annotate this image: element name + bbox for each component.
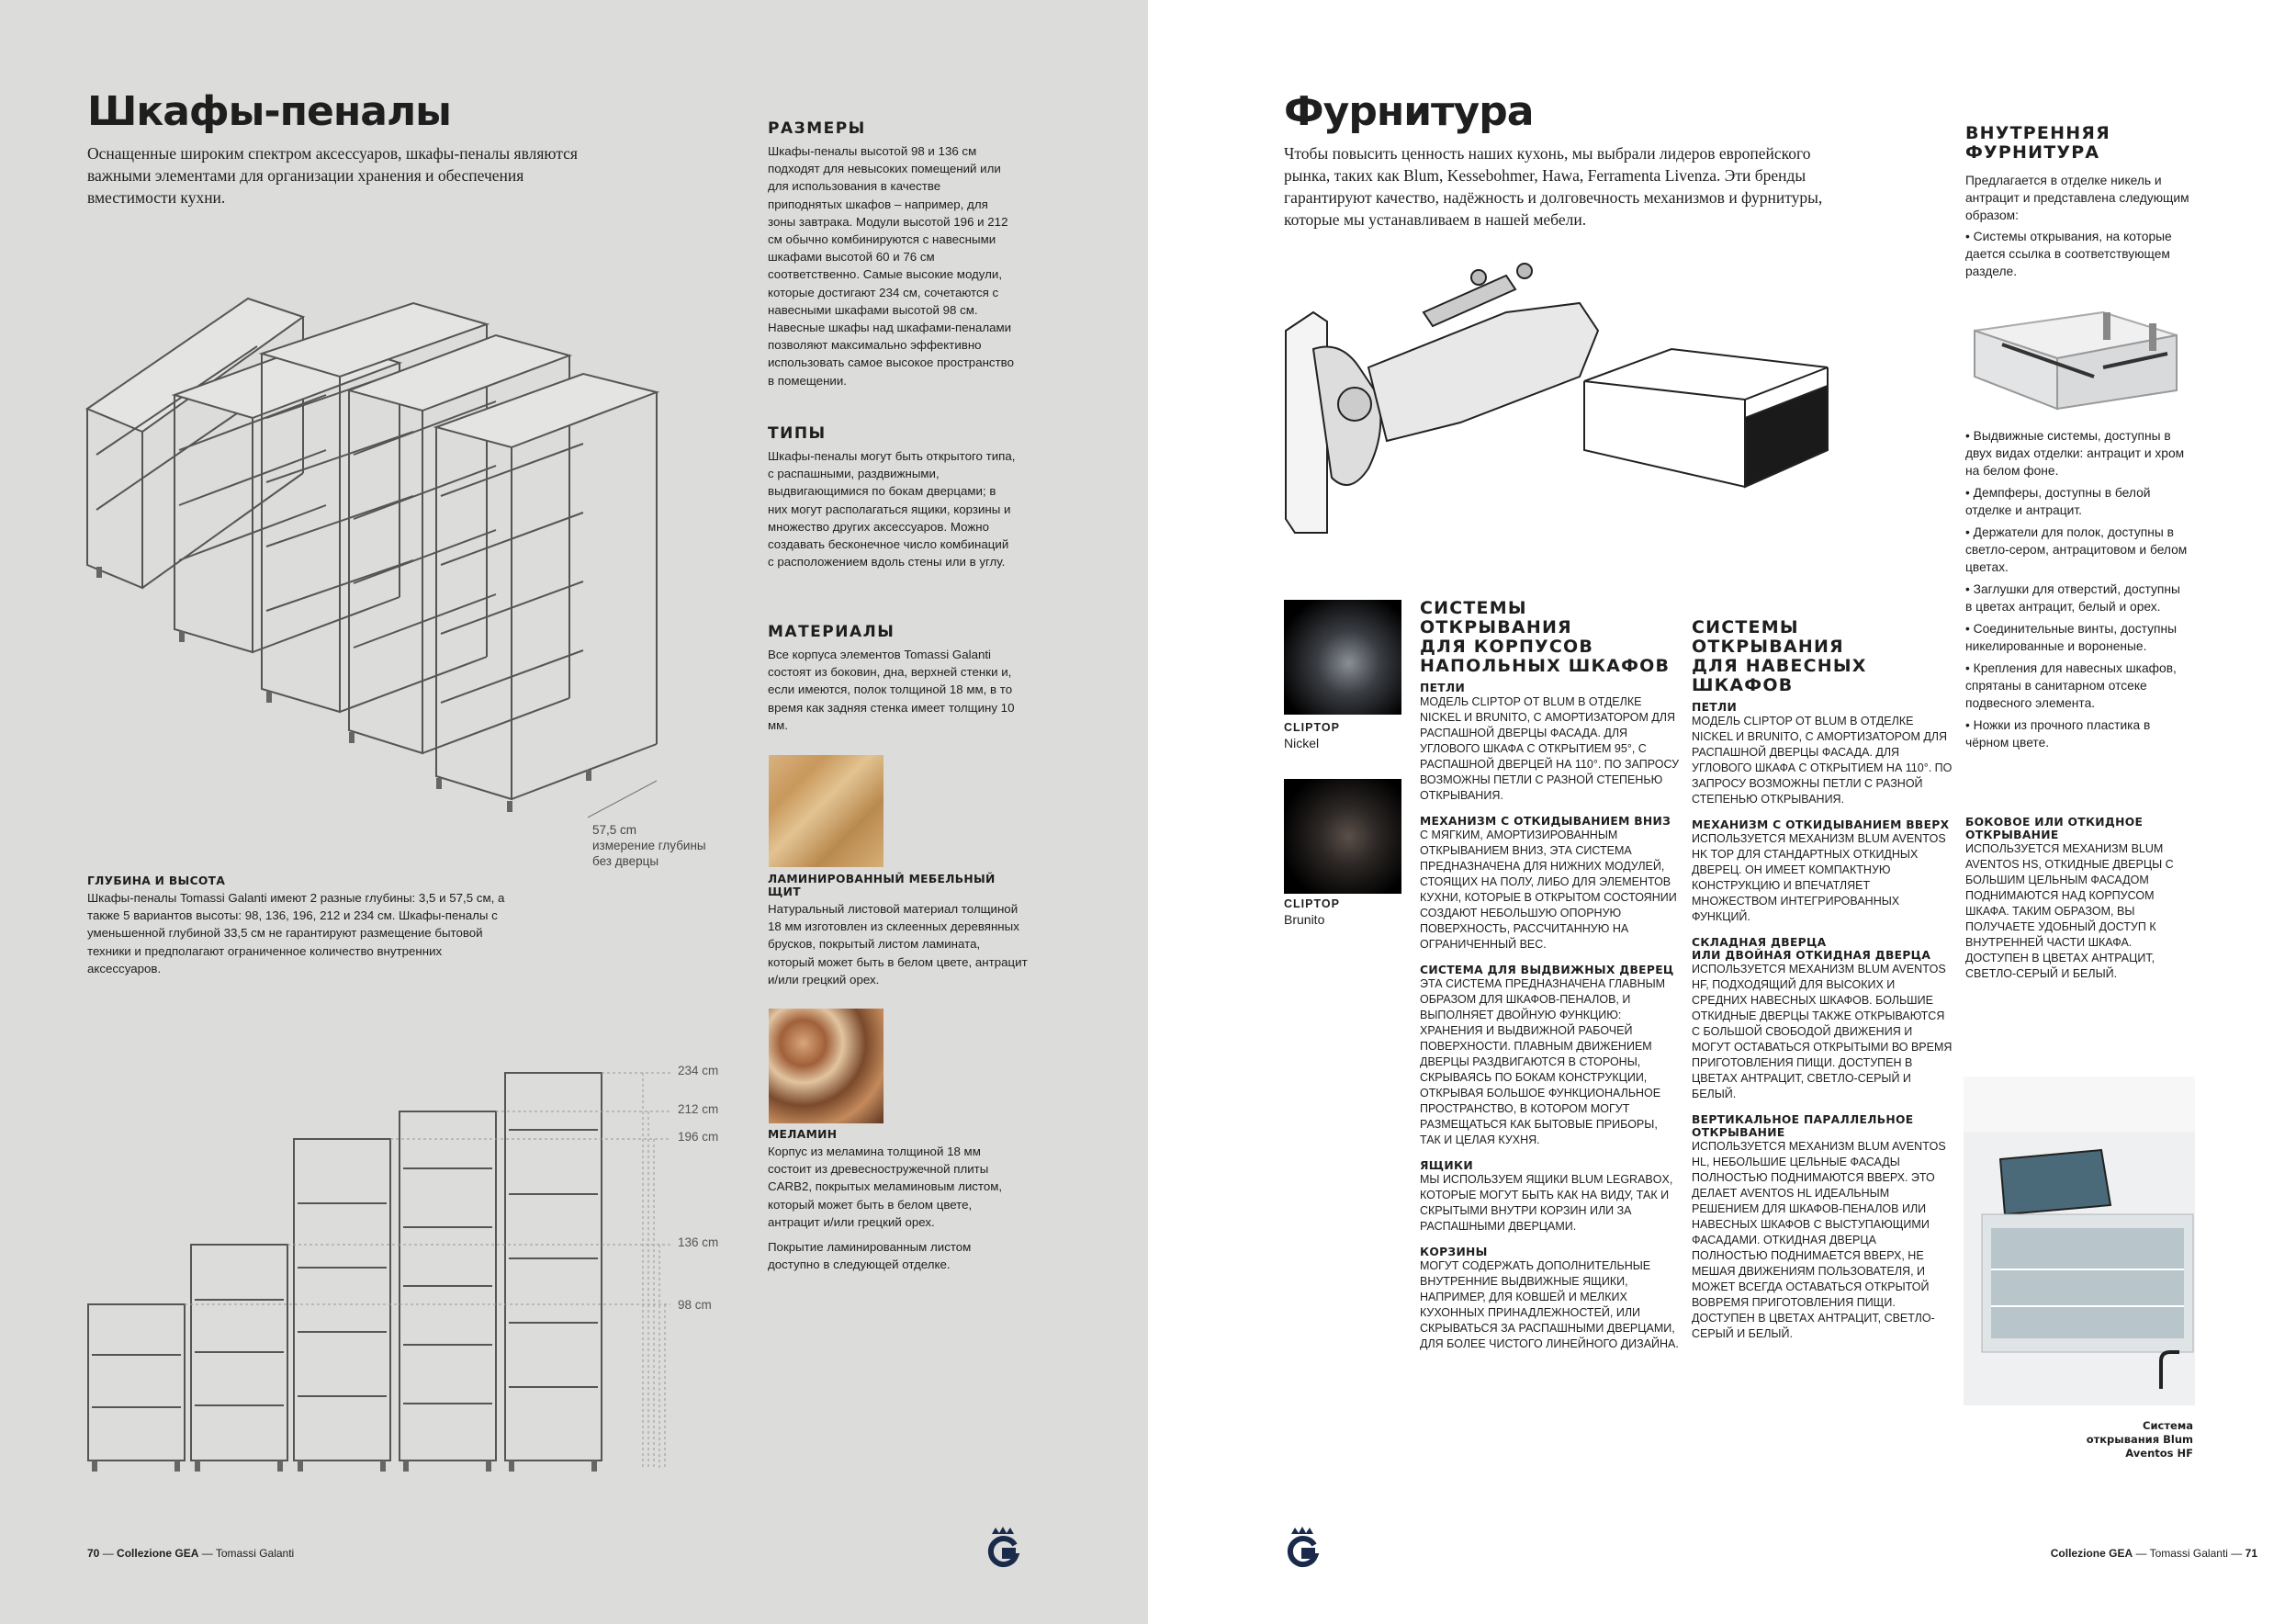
wall-block-flap-up xyxy=(1692,818,1953,925)
block-text: МЫ ИСПОЛЬЗУЕМ ЯЩИКИ BLUM LEGRABOX, КОТОРЫЕ МОГУТ БЫТЬ КАК НА ВИДУ, ТАК И СКРЫТЫМИ ВНУТРИ КОРЗИН ИЛИ ЗА РАСПАШНЫМИ ДВЕРЦАМИ. xyxy=(1420,1173,1673,1233)
types-heading: ТИПЫ xyxy=(768,424,827,443)
side-text: ИСПОЛЬЗУЕТСЯ МЕХАНИЗМ BLUM AVENTOS HS, ОТКИДНЫЕ ДВЕРЦЫ С БОЛЬШИМ ЦЕЛЬНЫМ ФАСАДОМ ПОДНИМАЮТСЯ НАД КОРПУСОМ ШКАФА. ТАКИМ ОБРАЗОМ, ВЫ ПОЛУЧАЕТЕ УДОБНЫЙ ДОСТУП К ВНУТРЕННЕЙ ЧАСТИ ШКАФА. ДОСТУПЕН В ЦВЕТАХ АНТРАЦИТ, СВЕТЛО-СЕРЫЙ И БЕЛЫЙ. xyxy=(1965,842,2174,980)
melamine-note: Покрытие ламинированным листом доступно в следующей отделке. xyxy=(768,1240,972,1272)
height-label-234: 234 cm xyxy=(678,1064,719,1077)
internal-hardware xyxy=(1965,124,2190,285)
left-footer-brand: Tomassi Galanti xyxy=(215,1547,295,1560)
elevation-cabinets xyxy=(88,1073,602,1460)
laminated-text: Натуральный листовой материал толщиной 18 мм изготовлен из склеенных деревянных брусков, покрытый листом ламината, который может быть в белом цвете, антрацит и/или грецкий орех. xyxy=(768,902,1028,987)
bullet-item: • Держатели для полок, доступны в светло-сером, антрацитовом и белом цветах. xyxy=(1965,524,2190,576)
depth-value: 57,5 cm xyxy=(592,823,637,837)
footer-dash: — xyxy=(102,1547,118,1560)
depth-dimension-line xyxy=(588,781,657,818)
brand-logo-icon xyxy=(1284,1525,1321,1573)
block-heading: МЕХАНИЗМ С ОТКИДЫВАНИЕМ ВНИЗ xyxy=(1420,815,1671,828)
block-heading: ВЕРТИКАЛЬНОЕ ПАРАЛЛЕЛЬНОЕ ОТКРЫВАНИЕ xyxy=(1692,1113,1914,1139)
block-heading: СИСТЕМА ДЛЯ ВЫДВИЖНЫХ ДВЕРЕЦ xyxy=(1420,964,1674,976)
right-page-number: 71 xyxy=(2245,1547,2257,1560)
materials-heading: МАТЕРИАЛЫ xyxy=(768,623,895,641)
floor-blocks xyxy=(1420,682,1682,1352)
bullet-item: • Ножки из прочного пластика в чёрном цвете. xyxy=(1965,716,2190,751)
footer-dash: — xyxy=(2135,1547,2150,1560)
right-footer xyxy=(2002,1547,2257,1560)
depth-callout xyxy=(592,822,706,869)
cabinet-legs xyxy=(96,567,591,812)
page-title: Шкафы-пеналы xyxy=(87,88,451,135)
internal-heading: ВНУТРЕННЯЯ ФУРНИТУРА xyxy=(1965,123,2110,163)
height-label-136: 136 cm xyxy=(678,1235,719,1249)
floor-block-flap-down xyxy=(1420,815,1682,953)
cabinet-heights-elevation xyxy=(83,1056,744,1506)
materials-section xyxy=(768,623,1016,734)
height-label-196: 196 cm xyxy=(678,1130,719,1144)
side-heading: БОКОВОЕ ИЛИ ОТКИДНОЕ ОТКРЫВАНИЕ xyxy=(1965,816,2144,841)
block-text: МОГУТ СОДЕРЖАТЬ ДОПОЛНИТЕЛЬНЫЕ ВНУТРЕННИЕ ВЫДВИЖНЫЕ ЯЩИКИ, НАПРИМЕР, ДЛЯ КОВШЕЙ И МЕЛКИХ КУХОННЫХ ПРИНАДЛЕЖНОСТЕЙ, ИЛИ СКРЫВАТЬСЯ ЗА РАСПАШНЫМИ ДВЕРЦАМИ, ДЛЯ БОЛЕЕ ЧИСТОГО ЛИНЕЙНОГО ДИЗАЙНА. xyxy=(1420,1259,1679,1350)
cliptop-nickel-thumbnail xyxy=(1284,600,1401,715)
materials-text: Все корпуса элементов Tomassi Galanti состоят из боковин, дна, верхней стенки и, если имеются, полок толщиной 18 мм, в то время как задняя стенка имеет толщину 10 мм. xyxy=(768,648,1015,732)
page-title: Фурнитура xyxy=(1284,88,1534,135)
cliptop-brunito-caption xyxy=(1284,897,1340,928)
depth-label-line1: измерение глубины xyxy=(592,839,706,852)
floor-block-baskets xyxy=(1420,1246,1682,1352)
melamine-section xyxy=(768,1128,1025,1273)
left-page-number: 70 xyxy=(87,1547,100,1560)
bullet-item: • Крепления для навесных шкафов, спрятаны в санитарном отсеке подвесного элемента. xyxy=(1965,660,2190,712)
internal-hardware-list xyxy=(1965,427,2190,756)
right-footer-collection: Collezione GEA xyxy=(2050,1547,2133,1560)
floor-block-hinges xyxy=(1420,682,1682,804)
block-text: ИСПОЛЬЗУЕТСЯ МЕХАНИЗМ BLUM AVENTOS HL, НЕБОЛЬШИЕ ЦЕЛЬНЫЕ ФАСАДЫ ПОЛНОСТЬЮ ПОДНИМАЮТСЯ ВВЕРХ. ЭТО ДЕЛАЕТ AVENTOS HL ИДЕАЛЬНЫМ РЕШЕНИЕМ ДЛЯ ШКАФОВ-ПЕНАЛОВ ИЛИ НАВЕСНЫХ ШКАФОВ С ВЫСТУПАЮЩИМИ ФАСАДАМИ. ОТКИДНАЯ ДВЕРЦА ПОЛНОСТЬЮ ПОДНИМАЕТСЯ ВВЕРХ, НЕ МЕШАЯ ДВИЖЕНИЯМ ПОЛЬЗОВАТЕЛЯ, И МОЖЕТ ВСЕГДА ОСТАВАТЬСЯ ОТКРЫТОЙ ВОВРЕМЯ ПРИГОТОВЛЕНИЯ ПИЩИ. ДОСТУПЕН В ЦВЕТАХ АНТРАЦИТ, СВЕТЛО-СЕРЫЙ И БЕЛЫЙ. xyxy=(1692,1140,1946,1340)
block-heading: КОРЗИНЫ xyxy=(1420,1246,1488,1258)
side-opening-section xyxy=(1965,816,2195,982)
cabinet-drawings xyxy=(87,299,657,799)
melamine-heading: МЕЛАМИН xyxy=(768,1128,838,1141)
height-label-212: 212 cm xyxy=(678,1102,719,1116)
thumb1-name: CLIPTOP xyxy=(1284,721,1340,734)
drawer-system-image xyxy=(1965,303,2186,418)
wall-blocks xyxy=(1692,701,1953,1342)
depth-height-text: Шкафы-пеналы Tomassi Galanti имеют 2 разные глубины: 3,5 и 57,5 см, а также 5 вариантов высоты: 98, 136, 196, 212 и 234 см. Шкафы-пеналы с уменьшенной глубиной 33,5 см не гарантируют размещение бытовой техники и предполагают ограниченное количество внутренних аксессуаров. xyxy=(87,891,505,976)
wall-block-vertical-lift xyxy=(1692,1113,1953,1342)
melamine-text: Корпус из меламина толщиной 18 мм состоит из древесностружечной плиты CARB2, покрытых меламиновым листом, который может быть в белом цвете, антрацит и/или грецкий орех. xyxy=(768,1145,1003,1229)
bullet-item: • Системы открывания, на которые дается ссылка в соответствующем разделе. xyxy=(1965,228,2190,280)
block-heading: ПЕТЛИ xyxy=(1692,701,1738,714)
bullet-item: • Соединительные винты, доступны никелированные и вороненые. xyxy=(1965,620,2190,655)
internal-bullets-1 xyxy=(1965,228,2190,280)
bullet-item: • Заглушки для отверстий, доступны в цветах антрацит, белый и орех. xyxy=(1965,581,2190,615)
hinge-drawing xyxy=(1286,264,1598,533)
types-text: Шкафы-пеналы могут быть открытого типа, с распашными, раздвижными, выдвигающимися по бокам дверцами; в них могут располагаться ящики, корзины и множество других аксессуаров. Можно создавать бесконечное число комбинаций с расположением вдоль стены или в углу. xyxy=(768,449,1016,570)
height-label-98: 98 cm xyxy=(678,1298,712,1312)
bullet-item: • Выдвижные системы, доступны в двух видах отделки: антрацит и хром на белом фоне. xyxy=(1965,427,2190,479)
left-footer xyxy=(87,1547,294,1560)
brand-logo-icon xyxy=(985,1525,1021,1573)
drawer-drawing xyxy=(1584,349,1828,487)
thumb2-name: CLIPTOP xyxy=(1284,897,1340,910)
block-text: ЭТА СИСТЕМА ПРЕДНАЗНАЧЕНА ГЛАВНЫМ ОБРАЗОМ ДЛЯ ШКАФОВ-ПЕНАЛОВ, И ВЫПОЛНЯЕТ ДВОЙНУЮ ФУНКЦИЮ: ХРАНЕНИЯ И ВЫДВИЖНОЙ РАБОЧЕЙ ПОВЕРХНОСТИ. ПЛАВНЫМ ДВИЖЕНИЕМ ДВЕРЦЫ РАЗДВИГАЮТСЯ В СТОРОНЫ, СКРЫВАЯСЬ ПО БОКАМ КОНСТРУКЦИИ, ОТКРЫВАЯ БОЛЬШОЕ ФУНКЦИОНАЛЬНОЕ ПРОСТРАНСТВО, В КОТОРОМ МОГУТ РАЗМЕЩАТЬСЯ КАК БЫТОВЫЕ ПРИБОРЫ, ТАК И ЦЕЛАЯ КУХНЯ. xyxy=(1420,977,1666,1146)
internal-intro: Предлагается в отделке никель и антрацит и представлена следующим образом: xyxy=(1965,174,2189,222)
depth-height-section xyxy=(87,874,505,977)
wall-heading: СИСТЕМЫ ОТКРЫВАНИЯ ДЛЯ НАВЕСНЫХ ШКАФОВ xyxy=(1692,617,1867,695)
footer-dash: — xyxy=(201,1547,216,1560)
sizes-section xyxy=(768,119,1016,389)
elevation-legs xyxy=(92,1460,597,1472)
floor-opening-systems xyxy=(1420,599,1682,1363)
laminated-section xyxy=(768,873,1030,988)
kitchen-photo xyxy=(1964,1077,2195,1405)
photo-caption: Система открывания Blum Aventos HF xyxy=(2086,1419,2193,1460)
cliptop-brunito-thumbnail xyxy=(1284,779,1401,894)
sizes-text: Шкафы-пеналы высотой 98 и 136 см подходят для невысоких помещений или для использования в качестве приподнятых шкафов – например, для зоны завтрака. Модули высотой 196 и 212 см обычно комбинируются с навесными шкафами высотой 60 и 76 см соответственно. Самые высокие модули, которые достигают 234 см, сочетаются с навесными шкафами высотой 98 см. Навесные шкафы над шкафами-пеналами позволяют максимально эффективно использовать самое высокое пространство в помещении. xyxy=(768,144,1014,388)
wall-opening-systems xyxy=(1692,618,1953,1353)
footer-dash: — xyxy=(2231,1547,2245,1560)
melamine-swatch xyxy=(769,1009,884,1123)
wall-block-folding-door xyxy=(1692,936,1953,1102)
block-heading: МЕХАНИЗМ С ОТКИДЫВАНИЕМ ВВЕРХ xyxy=(1692,818,1950,831)
depth-label-line2: без дверцы xyxy=(592,854,659,868)
sizes-heading: РАЗМЕРЫ xyxy=(768,119,866,138)
laminated-heading: ЛАМИНИРОВАННЫЙ МЕБЕЛЬНЫЙ ЩИТ xyxy=(768,873,996,898)
block-heading: СКЛАДНАЯ ДВЕРЦА ИЛИ ДВОЙНАЯ ОТКИДНАЯ ДВЕРЦА xyxy=(1692,936,1931,962)
floor-block-drawers xyxy=(1420,1159,1682,1235)
right-footer-brand: Tomassi Galanti xyxy=(2149,1547,2228,1560)
floor-heading: СИСТЕМЫ ОТКРЫВАНИЯ ДЛЯ КОРПУСОВ НАПОЛЬНЫХ ШКАФОВ xyxy=(1420,598,1671,676)
block-text: МОДЕЛЬ CLIPTOP ОТ BLUM В ОТДЕЛКЕ NICKEL И BRUNITO, С АМОРТИЗАТОРОМ ДЛЯ РАСПАШНОЙ ДВЕРЦЫ ФАСАДА. ДЛЯ УГЛОВОГО ШКАФА С ОТКРЫТИЕМ 95°, С РАСПАШНОЙ ДВЕРЦЕЙ НА 110°. ПО ЗАПРОСУ ВОЗМОЖНЫ ПЕТЛИ С РАЗНОЙ СТЕПЕНЬЮ ОТКРЫВАНИЯ. xyxy=(1420,695,1680,802)
internal-bullets-2 xyxy=(1965,427,2190,751)
right-page xyxy=(1148,0,2296,1624)
hinge-and-drawer-illustration xyxy=(1277,257,1864,560)
height-guides xyxy=(185,1073,670,1470)
lead-text: Оснащенные широким спектром аксессуаров, шкафы-пеналы являются важными элементами для организации хранения и обеспечения вместимости кухни. xyxy=(87,144,578,207)
block-heading: ЯЩИКИ xyxy=(1420,1159,1473,1172)
types-section xyxy=(768,424,1016,570)
thumb2-finish: Brunito xyxy=(1284,912,1325,927)
lead-text: Чтобы повысить ценность наших кухонь, мы выбрали лидеров европейского рынка, таких как Blum, Kessebohmer, Hawa, Ferramenta Livenza. Эти бренды гарантируют качество, надёжность и долговечность механизмов и фурнитуры, которые мы устанавливаем в нашей мебели. xyxy=(1284,144,1823,229)
left-footer-collection: Collezione GEA xyxy=(117,1547,199,1560)
wall-block-hinges xyxy=(1692,701,1953,807)
block-heading: ПЕТЛИ xyxy=(1420,682,1466,694)
cabinets-isometric-illustration xyxy=(83,289,707,840)
cliptop-nickel-caption xyxy=(1284,720,1340,751)
block-text: ИСПОЛЬЗУЕТСЯ МЕХАНИЗМ BLUM AVENTOS HK TOP ДЛЯ СТАНДАРТНЫХ ОТКИДНЫХ ДВЕРЕЦ. ОН ИМЕЕТ КОМПАКТНУЮ КОНСТРУКЦИЮ И ВПЕЧАТЛЯЕТ МНОЖЕСТВОМ ИНТЕГРИРОВАННЫХ ФУНКЦИЙ. xyxy=(1692,832,1946,923)
bullet-item: • Демпферы, доступны в белой отделке и антрацит. xyxy=(1965,484,2190,519)
floor-block-sliding-doors xyxy=(1420,964,1682,1148)
block-text: ИСПОЛЬЗУЕТСЯ МЕХАНИЗМ BLUM AVENTOS HF, ПОДХОДЯЩИЙ ДЛЯ ВЫСОКИХ И СРЕДНИХ НАВЕСНЫХ ШКАФОВ. БОЛЬШИЕ ОТКИДНЫЕ ДВЕРЦЫ ТАКЖЕ ОТКРЫВАЮТСЯ С БОЛЬШОЙ СВОБОДОЙ ДВИЖЕНИЯ И МОГУТ ОСТАВАТЬСЯ ОТКРЫТЫМИ ВО ВРЕМЯ ПРИГОТОВЛЕНИЯ ПИЩИ. ДОСТУПЕН В ЦВЕТАХ АНТРАЦИТ, СВЕТЛО-СЕРЫЙ И БЕЛЫЙ. xyxy=(1692,963,1953,1100)
block-text: С МЯГКИМ, АМОРТИЗИРОВАННЫМ ОТКРЫВАНИЕМ ВНИЗ, ЭТА СИСТЕМА ПРЕДНАЗНАЧЕНА ДЛЯ НИЖНИХ МОДУЛЕЙ, СТОЯЩИХ НА ПОЛУ, ЛИБО ДЛЯ ЭЛЕМЕНТОВ КУХНИ, КОТОРЫЕ В ОТКРЫТОМ СОСТОЯНИИ СОЗДАЮТ НЕБОЛЬШУЮ ОПОРНУЮ ПОВЕРХНОСТЬ, РАССЧИТАННУЮ НА ОГРАНИЧЕННЫЙ ВЕС. xyxy=(1420,829,1677,951)
laminated-wood-swatch xyxy=(769,755,884,867)
depth-height-heading: ГЛУБИНА И ВЫСОТА xyxy=(87,874,226,887)
block-text: МОДЕЛЬ CLIPTOP ОТ BLUM В ОТДЕЛКЕ NICKEL И BRUNITO, С АМОРТИЗАТОРОМ ДЛЯ РАСПАШНОЙ ДВЕРЦЫ ФАСАДА. ДЛЯ УГЛОВОГО ШКАФА С ОТКРЫТИЕМ НА 110°. ПО ЗАПРОСУ ВОЗМОЖНЫ ПЕТЛИ С РАЗНОЙ СТЕПЕНЬЮ ОТКРЫВАНИЯ. xyxy=(1692,715,1953,806)
thumb1-finish: Nickel xyxy=(1284,736,1320,750)
